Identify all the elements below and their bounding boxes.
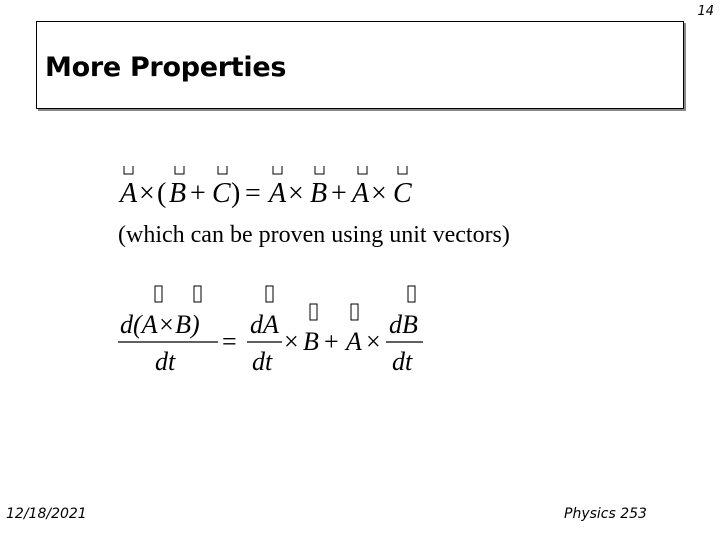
plus-sign: + <box>331 178 347 209</box>
plus-sign: + <box>190 178 206 209</box>
vector-marker <box>351 304 358 320</box>
cross-product-distributive-equation <box>118 166 412 209</box>
times-sign: × <box>139 178 155 209</box>
vector-marker <box>310 304 317 320</box>
derivative-cross-product-equation <box>118 286 423 376</box>
lhs-numerator: d(A×B) <box>120 310 200 339</box>
times-sign: × <box>288 178 304 209</box>
frac2-denominator: dt <box>392 347 413 376</box>
vector-marker <box>124 166 133 174</box>
frac2-numerator: dB <box>389 310 418 339</box>
vector-marker <box>194 286 201 302</box>
vector-a: A <box>352 178 370 209</box>
vector-c: C <box>393 178 412 209</box>
vector-marker <box>398 166 407 174</box>
frac1-numerator: dA <box>250 310 279 339</box>
vector-a: A <box>269 178 287 209</box>
slide-number: 14 <box>697 4 714 19</box>
vector-b: B <box>303 327 319 356</box>
times-sign: × <box>284 327 299 356</box>
equals-sign: = <box>245 178 261 209</box>
footer-date: 12/18/2021 <box>6 506 87 522</box>
vector-marker <box>408 286 415 302</box>
vector-b: B <box>169 178 187 209</box>
frac1-denominator: dt <box>252 347 273 376</box>
times-sign: × <box>371 178 387 209</box>
vector-marker <box>273 166 282 174</box>
note-text: (which can be proven using unit vectors) <box>118 222 510 248</box>
paren-open: ( <box>157 178 167 209</box>
vector-a: A <box>346 327 362 356</box>
vector-a: A <box>120 178 138 209</box>
times-sign: × <box>366 327 381 356</box>
footer-course: Physics 253 <box>564 506 647 522</box>
vector-marker <box>155 286 162 302</box>
vector-marker <box>266 286 273 302</box>
equals-sign: = <box>222 327 237 356</box>
slide-title: More Properties <box>45 52 287 83</box>
vector-c: C <box>212 178 231 209</box>
vector-marker <box>315 166 324 174</box>
vector-markers <box>124 166 407 174</box>
plus-sign: + <box>324 327 339 356</box>
vector-marker <box>358 166 367 174</box>
vector-marker <box>218 166 227 174</box>
paren-close: ) <box>231 178 241 209</box>
vector-marker <box>175 166 184 174</box>
vector-b: B <box>310 178 328 209</box>
lhs-denominator: dt <box>155 347 176 376</box>
